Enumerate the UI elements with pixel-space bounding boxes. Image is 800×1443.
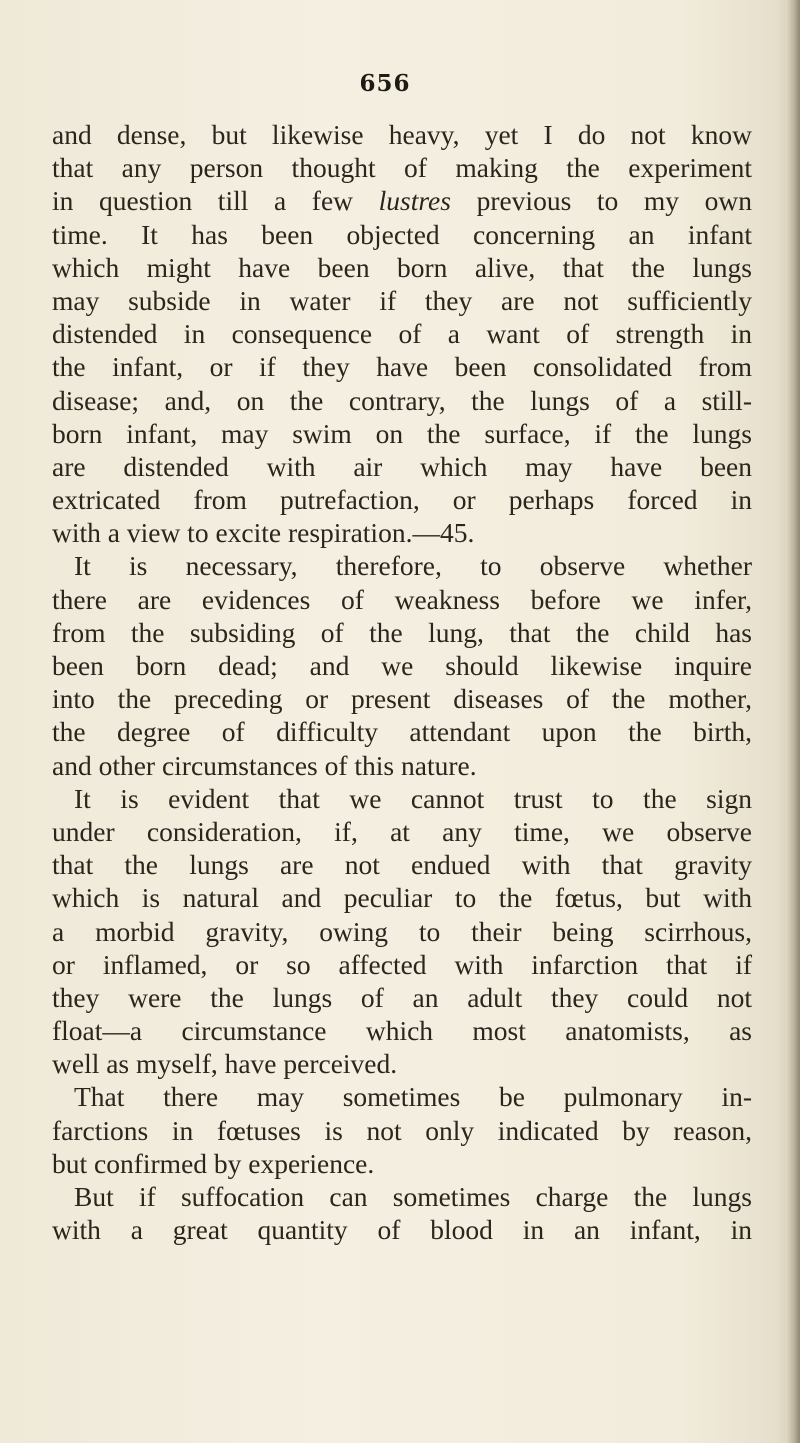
text-line: a morbid gravity, owing to their being scirrhous, <box>52 915 752 947</box>
text-line: born infant, may swim on the surface, if the lungs <box>52 417 752 449</box>
body-text <box>52 118 752 1246</box>
text-line <box>52 184 752 217</box>
text-line: under consideration, if, at any time, we observe <box>52 815 752 847</box>
text-line: time. It has been objected concerning an infant <box>52 218 752 250</box>
text-line: extricated from putrefaction, or perhaps forced in <box>52 484 752 516</box>
text-line: are distended with air which may have been <box>52 450 752 482</box>
text-line: that the lungs are not endued with that gravity <box>52 849 752 881</box>
italic-word: lustres <box>378 185 451 217</box>
text-fragment: in question till a few <box>52 185 379 217</box>
text-line: from the subsiding of the lung, that the child has <box>52 616 752 648</box>
paragraph-end-line: and other circumstances of this nature. <box>52 749 477 781</box>
paragraph-start-line: That there may sometimes be pulmonary in- <box>74 1081 752 1113</box>
text-line: may subside in water if they are not sufficiently <box>52 284 752 316</box>
paragraph-end-line: with a view to excite respiration.—45. <box>52 517 475 549</box>
text-line: disease; and, on the contrary, the lungs of a still- <box>52 384 752 416</box>
paragraph-start-line: It is evident that we cannot trust to the sign <box>74 782 752 814</box>
text-line: with a great quantity of blood in an infant, in <box>52 1214 752 1246</box>
text-line: they were the lungs of an adult they could not <box>52 981 752 1013</box>
text-line: which is natural and peculiar to the fœtus, but with <box>52 882 752 914</box>
text-line: into the preceding or present diseases of the mother, <box>52 683 752 715</box>
page-edge <box>786 0 800 1443</box>
paragraph-start-line: But if suffocation can sometimes charge the lungs <box>74 1181 752 1212</box>
text-line: the infant, or if they have been consolidated from <box>52 351 752 383</box>
paragraph-end-line: well as myself, have perceived. <box>52 1048 398 1080</box>
text-line: which might have been born alive, that the lungs <box>52 251 752 283</box>
text-line: distended in consequence of a want of strength in <box>52 318 752 350</box>
text-line: the degree of difficulty attendant upon the birth, <box>52 716 752 748</box>
text-fragment: previous to my own <box>450 185 752 217</box>
text-line: or inflamed, or so affected with infarction that if <box>52 948 752 980</box>
text-line: been born dead; and we should likewise inquire <box>52 650 752 681</box>
text-line: that any person thought of making the experiment <box>52 152 752 184</box>
text-line: and dense, but likewise heavy, yet I do not know <box>52 119 752 150</box>
paragraph-end-line: but confirmed by experience. <box>52 1147 375 1179</box>
text-line: there are evidences of weakness before we infer, <box>52 583 752 615</box>
text-line: farctions in fœtuses is not only indicated by reason, <box>52 1114 752 1146</box>
text-line: float—a circumstance which most anatomists, as <box>52 1015 752 1047</box>
paragraph-start-line: It is necessary, therefore, to observe whether <box>74 550 752 582</box>
page-number: 656 <box>359 70 411 97</box>
